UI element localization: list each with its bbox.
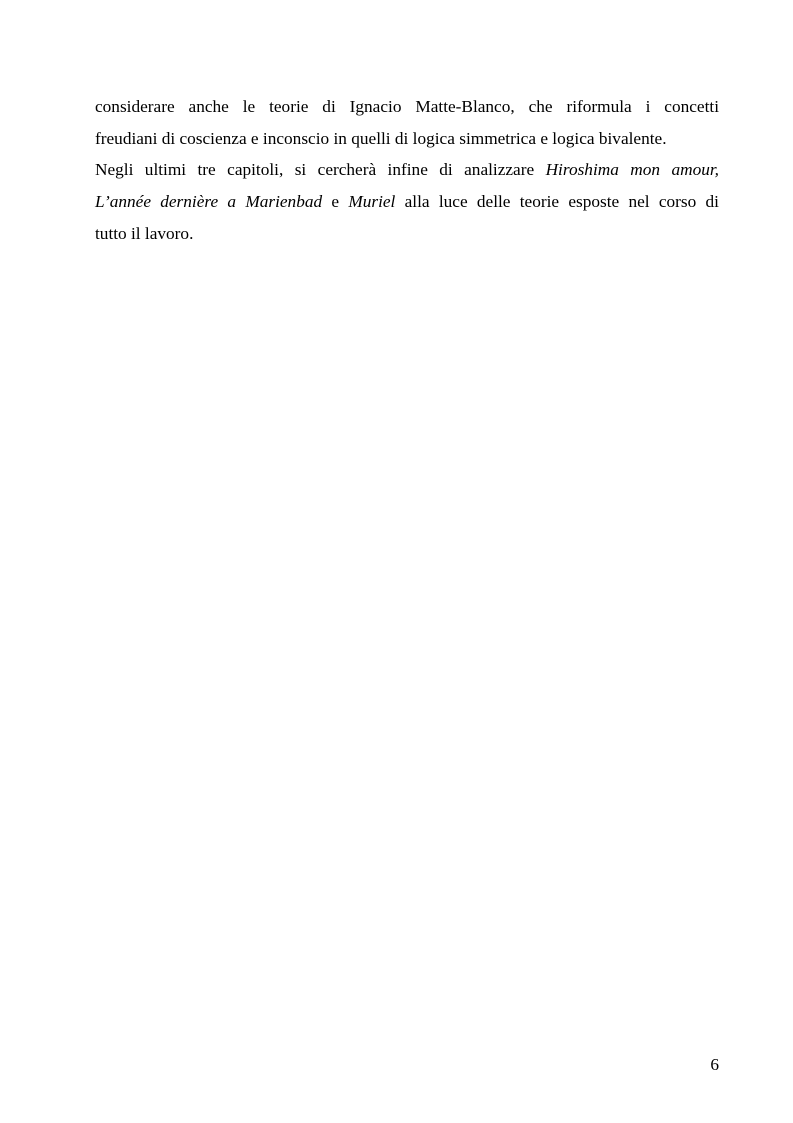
text-segment: alla luce delle teorie esposte nel corso di <box>404 192 719 212</box>
film-title-muriel: Muriel <box>348 192 396 212</box>
text-line <box>95 186 719 218</box>
body-text <box>95 91 719 249</box>
film-title-marienbad: L’année dernière a Marienbad <box>95 192 323 212</box>
text-line <box>95 123 719 155</box>
text-line <box>95 218 719 250</box>
text-segment: considerare anche le teorie di Ignacio Matte-Blanco, che riformula i concetti <box>95 97 719 116</box>
text-segment: Negli ultimi tre capitoli, si cercherà infine di analizzare <box>95 160 535 180</box>
text-segment: freudiani di coscienza e inconscio in quelli di logica simmetrica e logica bivalente. <box>95 128 667 148</box>
text-segment: tutto il lavoro. <box>95 223 194 243</box>
text-line <box>95 91 719 123</box>
page-number: 6 <box>710 1055 719 1074</box>
film-title-hiroshima: Hiroshima mon amour, <box>545 160 719 180</box>
text-line <box>95 154 719 186</box>
text-segment: e <box>331 192 340 212</box>
